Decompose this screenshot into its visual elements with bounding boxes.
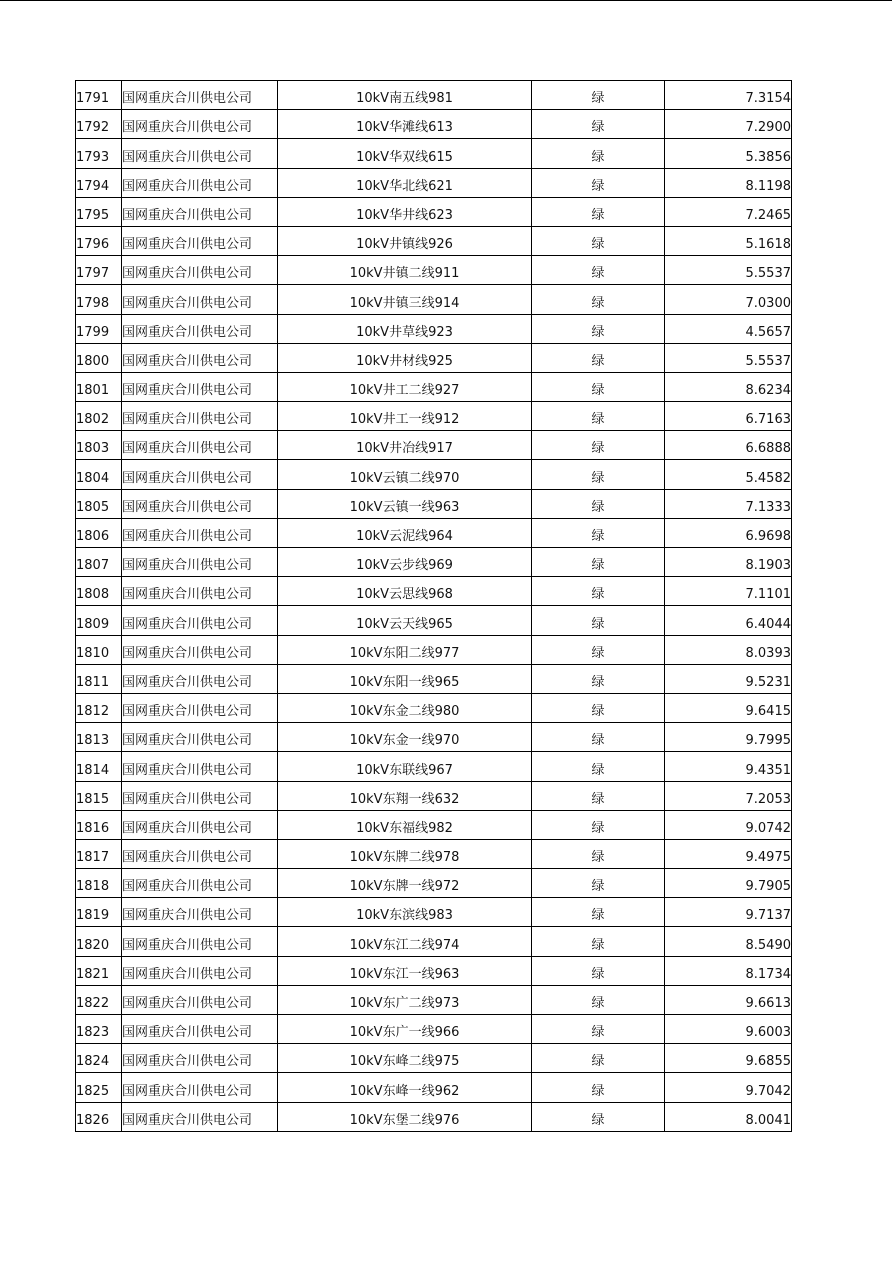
line-name-cell: 10kV南五线981	[278, 81, 532, 110]
row-number-cell: 1826	[76, 1102, 122, 1131]
table-row	[76, 956, 792, 985]
line-name-cell: 10kV东滨线983	[278, 898, 532, 927]
company-cell: 国网重庆合川供电公司	[122, 723, 278, 752]
line-name-cell: 10kV东福线982	[278, 810, 532, 839]
status-cell: 绿	[532, 548, 665, 577]
company-cell: 国网重庆合川供电公司	[122, 489, 278, 518]
company-cell: 国网重庆合川供电公司	[122, 314, 278, 343]
status-cell: 绿	[532, 314, 665, 343]
company-cell: 国网重庆合川供电公司	[122, 226, 278, 255]
table-row	[76, 343, 792, 372]
row-number-cell: 1791	[76, 81, 122, 110]
value-cell: 7.0300	[665, 285, 792, 314]
line-name-cell: 10kV井镇三线914	[278, 285, 532, 314]
line-name-cell: 10kV东峰一线962	[278, 1073, 532, 1102]
status-cell: 绿	[532, 285, 665, 314]
line-name-cell: 10kV井工二线927	[278, 372, 532, 401]
line-name-cell: 10kV云思线968	[278, 577, 532, 606]
company-cell: 国网重庆合川供电公司	[122, 81, 278, 110]
row-number-cell: 1823	[76, 1015, 122, 1044]
row-number-cell: 1806	[76, 518, 122, 547]
status-cell: 绿	[532, 139, 665, 168]
value-cell: 9.4975	[665, 839, 792, 868]
table-row	[76, 839, 792, 868]
row-number-cell: 1817	[76, 839, 122, 868]
value-cell: 9.5231	[665, 664, 792, 693]
company-cell: 国网重庆合川供电公司	[122, 839, 278, 868]
row-number-cell: 1795	[76, 197, 122, 226]
status-cell: 绿	[532, 168, 665, 197]
table-row	[76, 723, 792, 752]
line-name-cell: 10kV华北线621	[278, 168, 532, 197]
row-number-cell: 1799	[76, 314, 122, 343]
line-name-cell: 10kV东阳一线965	[278, 664, 532, 693]
value-cell: 4.5657	[665, 314, 792, 343]
status-cell: 绿	[532, 431, 665, 460]
company-cell: 国网重庆合川供电公司	[122, 139, 278, 168]
line-name-cell: 10kV华井线623	[278, 197, 532, 226]
line-name-cell: 10kV华滩线613	[278, 110, 532, 139]
table-row	[76, 285, 792, 314]
status-cell: 绿	[532, 518, 665, 547]
row-number-cell: 1816	[76, 810, 122, 839]
row-number-cell: 1794	[76, 168, 122, 197]
status-cell: 绿	[532, 1073, 665, 1102]
status-cell: 绿	[532, 110, 665, 139]
row-number-cell: 1820	[76, 927, 122, 956]
row-number-cell: 1822	[76, 985, 122, 1014]
status-cell: 绿	[532, 577, 665, 606]
value-cell: 9.6003	[665, 1015, 792, 1044]
line-name-cell: 10kV井镇二线911	[278, 256, 532, 285]
table-row	[76, 518, 792, 547]
company-cell: 国网重庆合川供电公司	[122, 577, 278, 606]
company-cell: 国网重庆合川供电公司	[122, 402, 278, 431]
row-number-cell: 1810	[76, 635, 122, 664]
line-name-cell: 10kV东金二线980	[278, 693, 532, 722]
status-cell: 绿	[532, 1044, 665, 1073]
company-cell: 国网重庆合川供电公司	[122, 869, 278, 898]
row-number-cell: 1824	[76, 1044, 122, 1073]
status-cell: 绿	[532, 197, 665, 226]
data-table	[75, 80, 792, 1132]
table-row	[76, 869, 792, 898]
value-cell: 5.5537	[665, 256, 792, 285]
table-body	[76, 81, 792, 1132]
line-name-cell: 10kV井材线925	[278, 343, 532, 372]
status-cell: 绿	[532, 226, 665, 255]
line-name-cell: 10kV云镇二线970	[278, 460, 532, 489]
table-row	[76, 898, 792, 927]
company-cell: 国网重庆合川供电公司	[122, 256, 278, 285]
table-row	[76, 985, 792, 1014]
row-number-cell: 1798	[76, 285, 122, 314]
table-row	[76, 372, 792, 401]
status-cell: 绿	[532, 985, 665, 1014]
line-name-cell: 10kV东广一线966	[278, 1015, 532, 1044]
table-row	[76, 635, 792, 664]
table-row	[76, 431, 792, 460]
table-row	[76, 577, 792, 606]
value-cell: 7.2900	[665, 110, 792, 139]
company-cell: 国网重庆合川供电公司	[122, 927, 278, 956]
table-row	[76, 781, 792, 810]
status-cell: 绿	[532, 1102, 665, 1131]
table-row	[76, 460, 792, 489]
status-cell: 绿	[532, 869, 665, 898]
row-number-cell: 1811	[76, 664, 122, 693]
status-cell: 绿	[532, 460, 665, 489]
row-number-cell: 1821	[76, 956, 122, 985]
company-cell: 国网重庆合川供电公司	[122, 664, 278, 693]
row-number-cell: 1808	[76, 577, 122, 606]
value-cell: 9.6855	[665, 1044, 792, 1073]
table-row	[76, 226, 792, 255]
value-cell: 7.3154	[665, 81, 792, 110]
table-row	[76, 810, 792, 839]
company-cell: 国网重庆合川供电公司	[122, 168, 278, 197]
table-row	[76, 197, 792, 226]
line-name-cell: 10kV东江一线963	[278, 956, 532, 985]
status-cell: 绿	[532, 81, 665, 110]
table-row	[76, 1073, 792, 1102]
row-number-cell: 1818	[76, 869, 122, 898]
row-number-cell: 1825	[76, 1073, 122, 1102]
line-name-cell: 10kV井工一线912	[278, 402, 532, 431]
status-cell: 绿	[532, 635, 665, 664]
row-number-cell: 1793	[76, 139, 122, 168]
table-row	[76, 752, 792, 781]
company-cell: 国网重庆合川供电公司	[122, 372, 278, 401]
value-cell: 9.0742	[665, 810, 792, 839]
row-number-cell: 1809	[76, 606, 122, 635]
line-name-cell: 10kV云天线965	[278, 606, 532, 635]
table-row	[76, 1015, 792, 1044]
company-cell: 国网重庆合川供电公司	[122, 285, 278, 314]
value-cell: 9.6415	[665, 693, 792, 722]
company-cell: 国网重庆合川供电公司	[122, 635, 278, 664]
value-cell: 9.4351	[665, 752, 792, 781]
company-cell: 国网重庆合川供电公司	[122, 343, 278, 372]
company-cell: 国网重庆合川供电公司	[122, 693, 278, 722]
line-name-cell: 10kV东金一线970	[278, 723, 532, 752]
table-row	[76, 548, 792, 577]
status-cell: 绿	[532, 956, 665, 985]
table-row	[76, 110, 792, 139]
row-number-cell: 1813	[76, 723, 122, 752]
company-cell: 国网重庆合川供电公司	[122, 518, 278, 547]
table-row	[76, 81, 792, 110]
row-number-cell: 1796	[76, 226, 122, 255]
company-cell: 国网重庆合川供电公司	[122, 898, 278, 927]
company-cell: 国网重庆合川供电公司	[122, 752, 278, 781]
row-number-cell: 1803	[76, 431, 122, 460]
value-cell: 9.7995	[665, 723, 792, 752]
row-number-cell: 1819	[76, 898, 122, 927]
value-cell: 7.2053	[665, 781, 792, 810]
status-cell: 绿	[532, 927, 665, 956]
line-name-cell: 10kV东堡二线976	[278, 1102, 532, 1131]
value-cell: 9.7905	[665, 869, 792, 898]
company-cell: 国网重庆合川供电公司	[122, 781, 278, 810]
table-row	[76, 314, 792, 343]
value-cell: 6.6888	[665, 431, 792, 460]
value-cell: 6.4044	[665, 606, 792, 635]
company-cell: 国网重庆合川供电公司	[122, 1102, 278, 1131]
line-name-cell: 10kV东峰二线975	[278, 1044, 532, 1073]
row-number-cell: 1797	[76, 256, 122, 285]
value-cell: 6.9698	[665, 518, 792, 547]
line-name-cell: 10kV井冶线917	[278, 431, 532, 460]
row-number-cell: 1805	[76, 489, 122, 518]
status-cell: 绿	[532, 606, 665, 635]
company-cell: 国网重庆合川供电公司	[122, 460, 278, 489]
value-cell: 5.3856	[665, 139, 792, 168]
table-row	[76, 1044, 792, 1073]
line-name-cell: 10kV云步线969	[278, 548, 532, 577]
value-cell: 9.7042	[665, 1073, 792, 1102]
table-row	[76, 693, 792, 722]
line-name-cell: 10kV云镇一线963	[278, 489, 532, 518]
status-cell: 绿	[532, 752, 665, 781]
line-name-cell: 10kV华双线615	[278, 139, 532, 168]
table-row	[76, 927, 792, 956]
line-name-cell: 10kV云泥线964	[278, 518, 532, 547]
row-number-cell: 1792	[76, 110, 122, 139]
row-number-cell: 1800	[76, 343, 122, 372]
table-row	[76, 402, 792, 431]
value-cell: 7.2465	[665, 197, 792, 226]
company-cell: 国网重庆合川供电公司	[122, 431, 278, 460]
value-cell: 5.1618	[665, 226, 792, 255]
row-number-cell: 1807	[76, 548, 122, 577]
value-cell: 8.0393	[665, 635, 792, 664]
line-name-cell: 10kV东翔一线632	[278, 781, 532, 810]
line-name-cell: 10kV井镇线926	[278, 226, 532, 255]
value-cell: 8.6234	[665, 372, 792, 401]
line-name-cell: 10kV东江二线974	[278, 927, 532, 956]
status-cell: 绿	[532, 664, 665, 693]
table-row	[76, 256, 792, 285]
company-cell: 国网重庆合川供电公司	[122, 810, 278, 839]
value-cell: 9.7137	[665, 898, 792, 927]
status-cell: 绿	[532, 489, 665, 518]
status-cell: 绿	[532, 1015, 665, 1044]
row-number-cell: 1801	[76, 372, 122, 401]
table-row	[76, 1102, 792, 1131]
status-cell: 绿	[532, 839, 665, 868]
company-cell: 国网重庆合川供电公司	[122, 1073, 278, 1102]
table-row	[76, 489, 792, 518]
company-cell: 国网重庆合川供电公司	[122, 985, 278, 1014]
status-cell: 绿	[532, 372, 665, 401]
value-cell: 8.1903	[665, 548, 792, 577]
row-number-cell: 1804	[76, 460, 122, 489]
status-cell: 绿	[532, 723, 665, 752]
company-cell: 国网重庆合川供电公司	[122, 110, 278, 139]
status-cell: 绿	[532, 402, 665, 431]
table-row	[76, 606, 792, 635]
value-cell: 9.6613	[665, 985, 792, 1014]
table-row	[76, 139, 792, 168]
value-cell: 7.1101	[665, 577, 792, 606]
line-name-cell: 10kV东广二线973	[278, 985, 532, 1014]
value-cell: 6.7163	[665, 402, 792, 431]
line-name-cell: 10kV东牌二线978	[278, 839, 532, 868]
status-cell: 绿	[532, 781, 665, 810]
line-name-cell: 10kV东牌一线972	[278, 869, 532, 898]
company-cell: 国网重庆合川供电公司	[122, 1044, 278, 1073]
company-cell: 国网重庆合川供电公司	[122, 197, 278, 226]
value-cell: 5.5537	[665, 343, 792, 372]
value-cell: 5.4582	[665, 460, 792, 489]
value-cell: 8.5490	[665, 927, 792, 956]
company-cell: 国网重庆合川供电公司	[122, 606, 278, 635]
table-row	[76, 664, 792, 693]
company-cell: 国网重庆合川供电公司	[122, 548, 278, 577]
row-number-cell: 1812	[76, 693, 122, 722]
row-number-cell: 1802	[76, 402, 122, 431]
company-cell: 国网重庆合川供电公司	[122, 1015, 278, 1044]
line-name-cell: 10kV东阳二线977	[278, 635, 532, 664]
value-cell: 8.1734	[665, 956, 792, 985]
line-name-cell: 10kV井草线923	[278, 314, 532, 343]
status-cell: 绿	[532, 810, 665, 839]
company-cell: 国网重庆合川供电公司	[122, 956, 278, 985]
value-cell: 8.1198	[665, 168, 792, 197]
value-cell: 7.1333	[665, 489, 792, 518]
status-cell: 绿	[532, 693, 665, 722]
status-cell: 绿	[532, 256, 665, 285]
status-cell: 绿	[532, 343, 665, 372]
status-cell: 绿	[532, 898, 665, 927]
page-top-border	[0, 0, 892, 1]
line-name-cell: 10kV东联线967	[278, 752, 532, 781]
table-row	[76, 168, 792, 197]
value-cell: 8.0041	[665, 1102, 792, 1131]
row-number-cell: 1814	[76, 752, 122, 781]
row-number-cell: 1815	[76, 781, 122, 810]
